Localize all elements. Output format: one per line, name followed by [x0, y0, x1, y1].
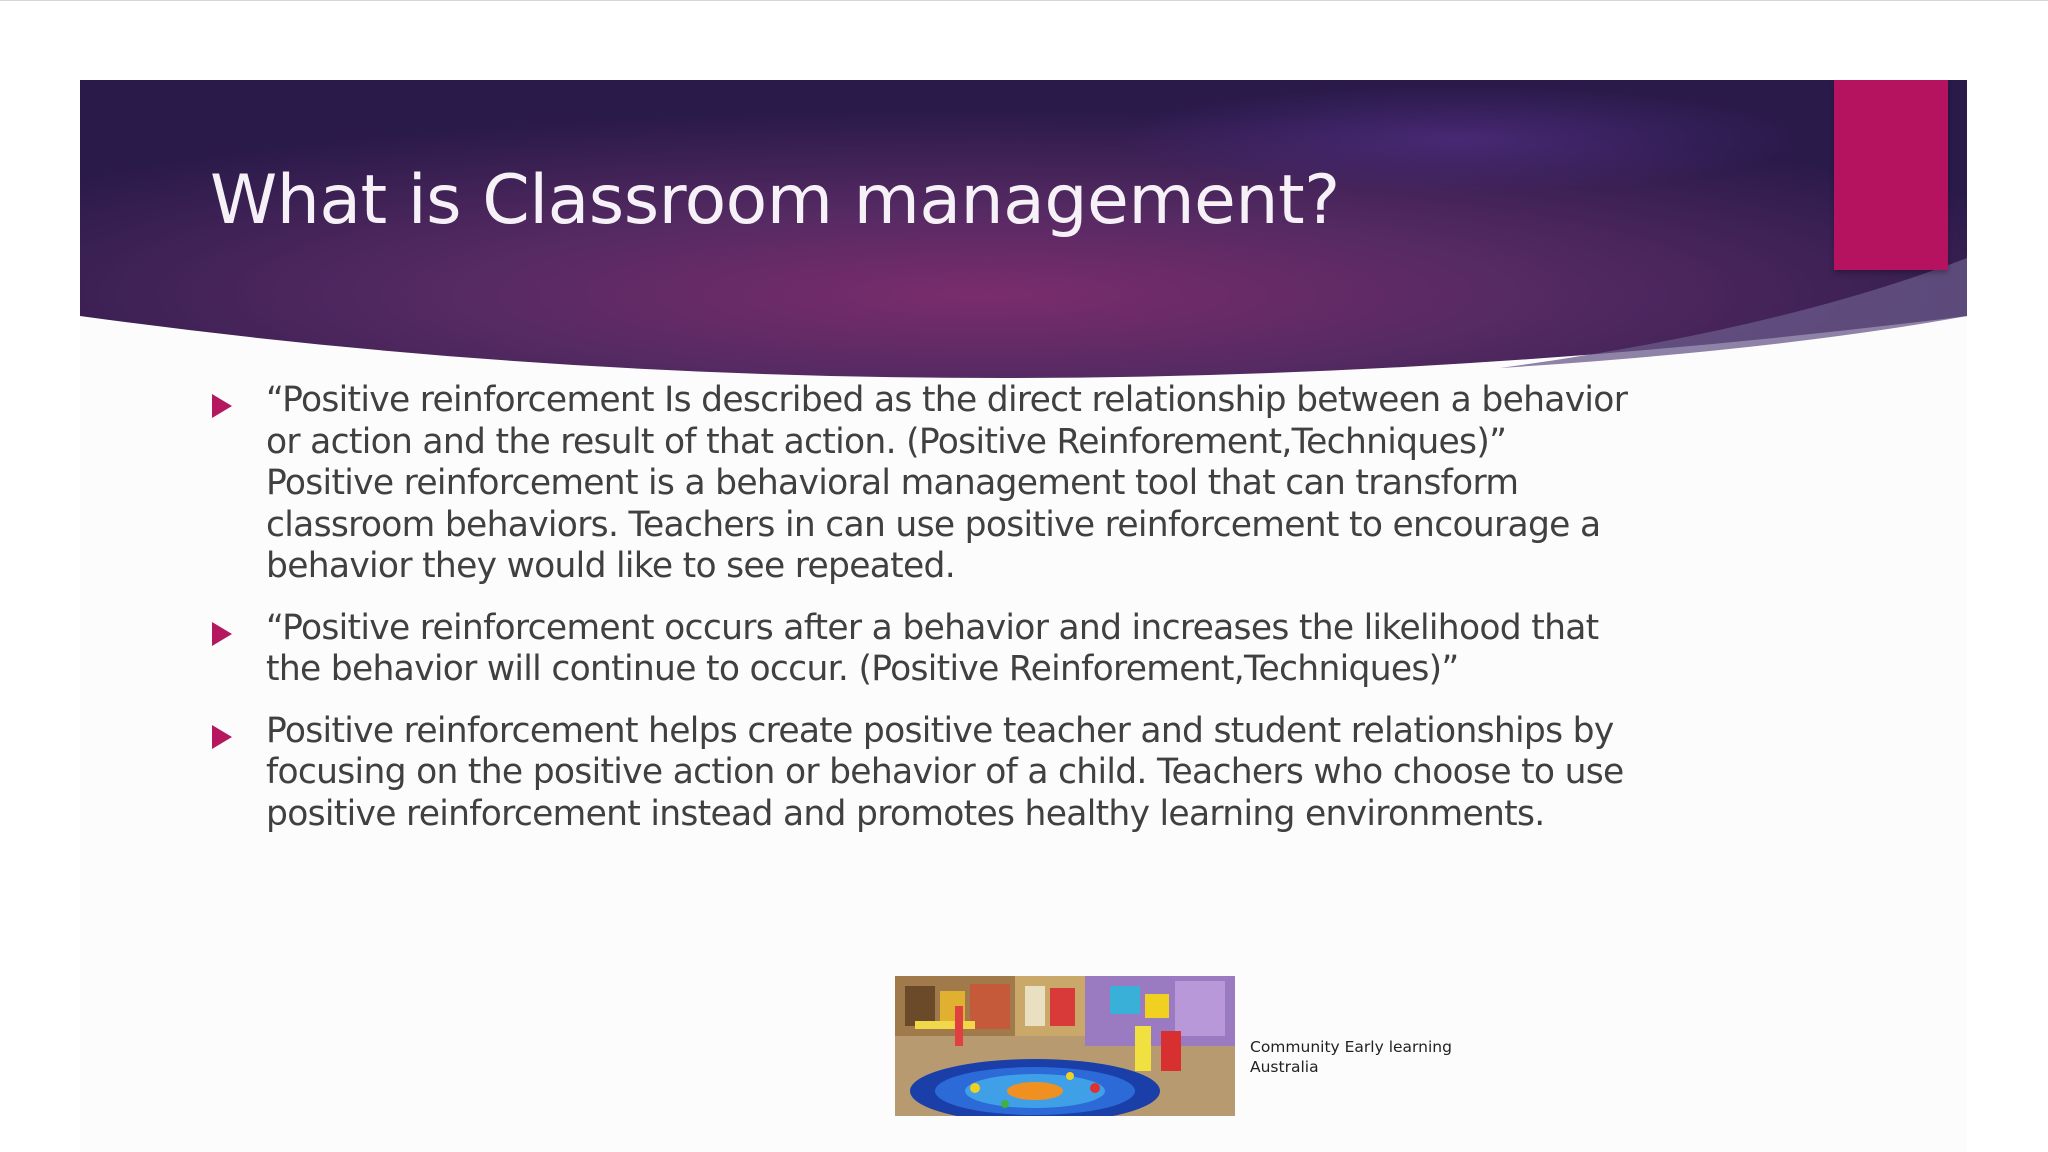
bullet-item	[210, 380, 1730, 588]
bullet-text: “Positive reinforcement occurs after a behavior and increases the likelihood that the behavior will continue to occur. (Positive Reinforement,Techniques)”	[266, 607, 1599, 689]
bullet-item	[210, 711, 1730, 836]
image-caption: Community Early learning Australia	[1250, 1038, 1452, 1076]
bullet-list	[210, 380, 1730, 855]
slide-title: What is Classroom management?	[210, 161, 1340, 240]
classroom-illustration	[895, 976, 1235, 1116]
bullet-text: Positive reinforcement helps create positive teacher and student relationships by focusing on the positive action or behavior of a child. Teachers who choose to use positive reinforcement instead and promotes healthy learning environments.	[266, 710, 1624, 834]
triangle-right-icon	[212, 394, 232, 418]
triangle-right-icon	[212, 725, 232, 749]
title-banner	[80, 80, 1967, 410]
classroom-photo	[895, 976, 1235, 1116]
accent-tab	[1834, 80, 1948, 270]
banner-background	[80, 80, 1967, 410]
bullet-text: “Positive reinforcement Is described as the direct relationship between a behavior or action and the result of that action. (Positive Reinforement,Techniques)” Positive reinforcement is a behavioral management tool that can transform classroom behaviors. Teachers in can use positive reinforcement to encourage a behavior they would like to see repeated.	[266, 380, 1628, 586]
bullet-item	[210, 608, 1730, 691]
triangle-right-icon	[212, 622, 232, 646]
slide	[80, 80, 1967, 1152]
